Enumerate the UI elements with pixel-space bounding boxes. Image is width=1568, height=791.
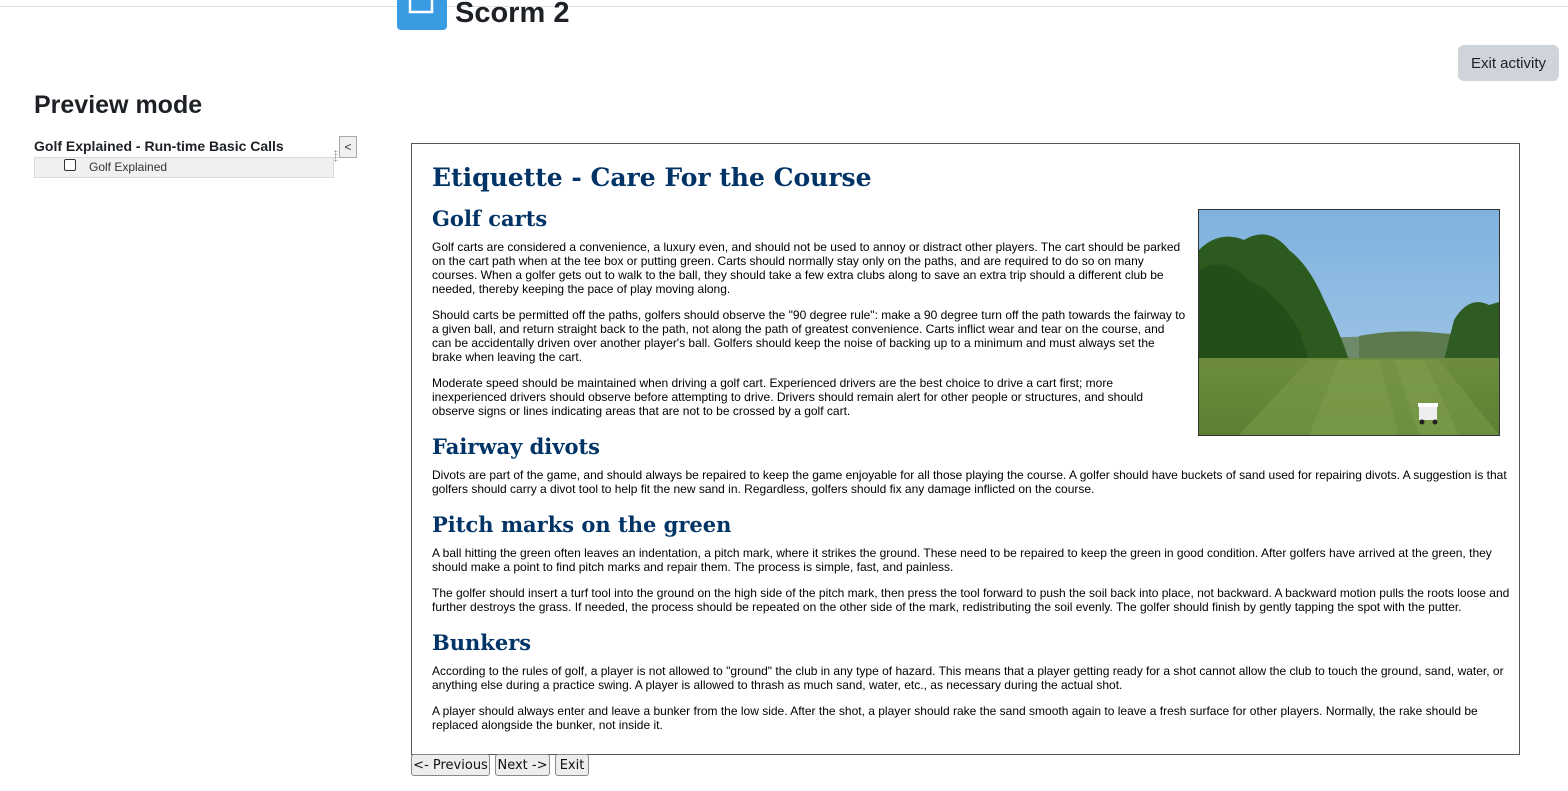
paragraph: Moderate speed should be maintained when driving a golf cart. Experienced drivers are the best choice to drive a cart first; more inexperienced drivers should observe before attempting to drive. Drivers should remain alert for other people or structures, and should observe signs or lines indicating areas that are not to be crossed by a golf cart. <box>432 376 1144 418</box>
exit-activity-button[interactable]: Exit activity <box>1458 45 1559 81</box>
paragraph: According to the rules of golf, a player is not allowed to "ground" the club in any type of hazard. This means that a player getting ready for a shot cannot allow the club to touch the ground, sand, water, or anything else during a practice swing. A player is allowed to thrash as much sand, water, etc., as necessary during the actual shot. <box>432 664 1504 692</box>
paragraph: Should carts be permitted off the paths, golfers should observe the "90 degree rule": make a 90 degree turn off the path towards the fairway to a given ball, and return straight back to the path, not along the path of greatest convenience. Carts inflict wear and tear on the course, and can be accidentally driven over another player's ball. Golfers should keep the noise of backing up to a minimum and must always set the brake when leaving the cart. <box>432 308 1186 364</box>
next-button[interactable]: Next -> <box>495 754 550 776</box>
toc-panel <box>34 136 340 174</box>
checkbox-icon <box>64 159 76 171</box>
toc-resize-handle[interactable] <box>334 150 338 162</box>
toc-item-golf-explained[interactable] <box>34 157 334 178</box>
section-heading-pitch-marks: Pitch marks on the green <box>432 512 732 537</box>
header-divider <box>0 6 1568 7</box>
preview-mode-heading: Preview mode <box>34 91 203 119</box>
section-heading-bunkers: Bunkers <box>432 630 532 655</box>
previous-button[interactable]: <- Previous <box>411 754 490 776</box>
page-title: Scorm 2 <box>455 0 570 29</box>
sco-content <box>432 144 1510 732</box>
toc-title: Golf Explained - Run-time Basic Calls <box>34 138 284 154</box>
paragraph: A player should always enter and leave a bunker from the low side. After the shot, a player should rake the sand smooth again to leave a fresh surface for other players. Normally, the rake should be replaced alongside the bunker, not inside it. <box>432 704 1478 732</box>
scorm-activity-icon <box>397 0 447 30</box>
section-heading-fairway-divots: Fairway divots <box>432 434 600 459</box>
package-icon <box>408 0 436 16</box>
paragraph: Divots are part of the game, and should always be repaired to keep the game enjoyable for all those playing the course. A golfer should have buckets of sand used for repairing divots. A suggestion is that golfers should carry a divot tool to help fit the new sand in. Regardless, golfers should fix any damage inflicted on the course. <box>432 468 1507 496</box>
toc-item-label[interactable]: Golf Explained <box>89 160 168 174</box>
content-title: Etiquette - Care For the Course <box>432 163 872 192</box>
exit-button[interactable]: Exit <box>555 754 589 776</box>
section-heading-golf-carts: Golf carts <box>432 206 548 231</box>
paragraph: The golfer should insert a turf tool into the ground on the high side of the pitch mark, then press the tool forward to push the soil back into place, not backward. A backward motion pulls the roots loose and further destroys the grass. If needed, the process should be repeated on the other side of the mark, redistributing the soil evenly. The golfer should finish by gently tapping the spot with the putter. <box>432 586 1510 614</box>
paragraph: A ball hitting the green often leaves an indentation, a pitch mark, where it strikes the ground. These need to be repaired to keep the green in good condition. After golfers have arrived at the green, they should make a point to find pitch marks and repair them. The process is simple, fast, and painless. <box>432 546 1492 574</box>
paragraph: Golf carts are considered a convenience, a luxury even, and should not be used to annoy or distract other players. The cart should be parked on the cart path when at the tee box or putting green. Carts should normally stay only on the paths, and are required to do so on many courses. When a golfer gets out to walk to the ball, they should take a few extra clubs along to save an extra trip should a different club be needed, thereby keeping the pace of play moving along. <box>432 240 1181 296</box>
scorm-content-frame[interactable] <box>411 143 1520 755</box>
toc-collapse-button[interactable]: < <box>339 136 357 158</box>
golf-cart-photo <box>1198 209 1500 436</box>
